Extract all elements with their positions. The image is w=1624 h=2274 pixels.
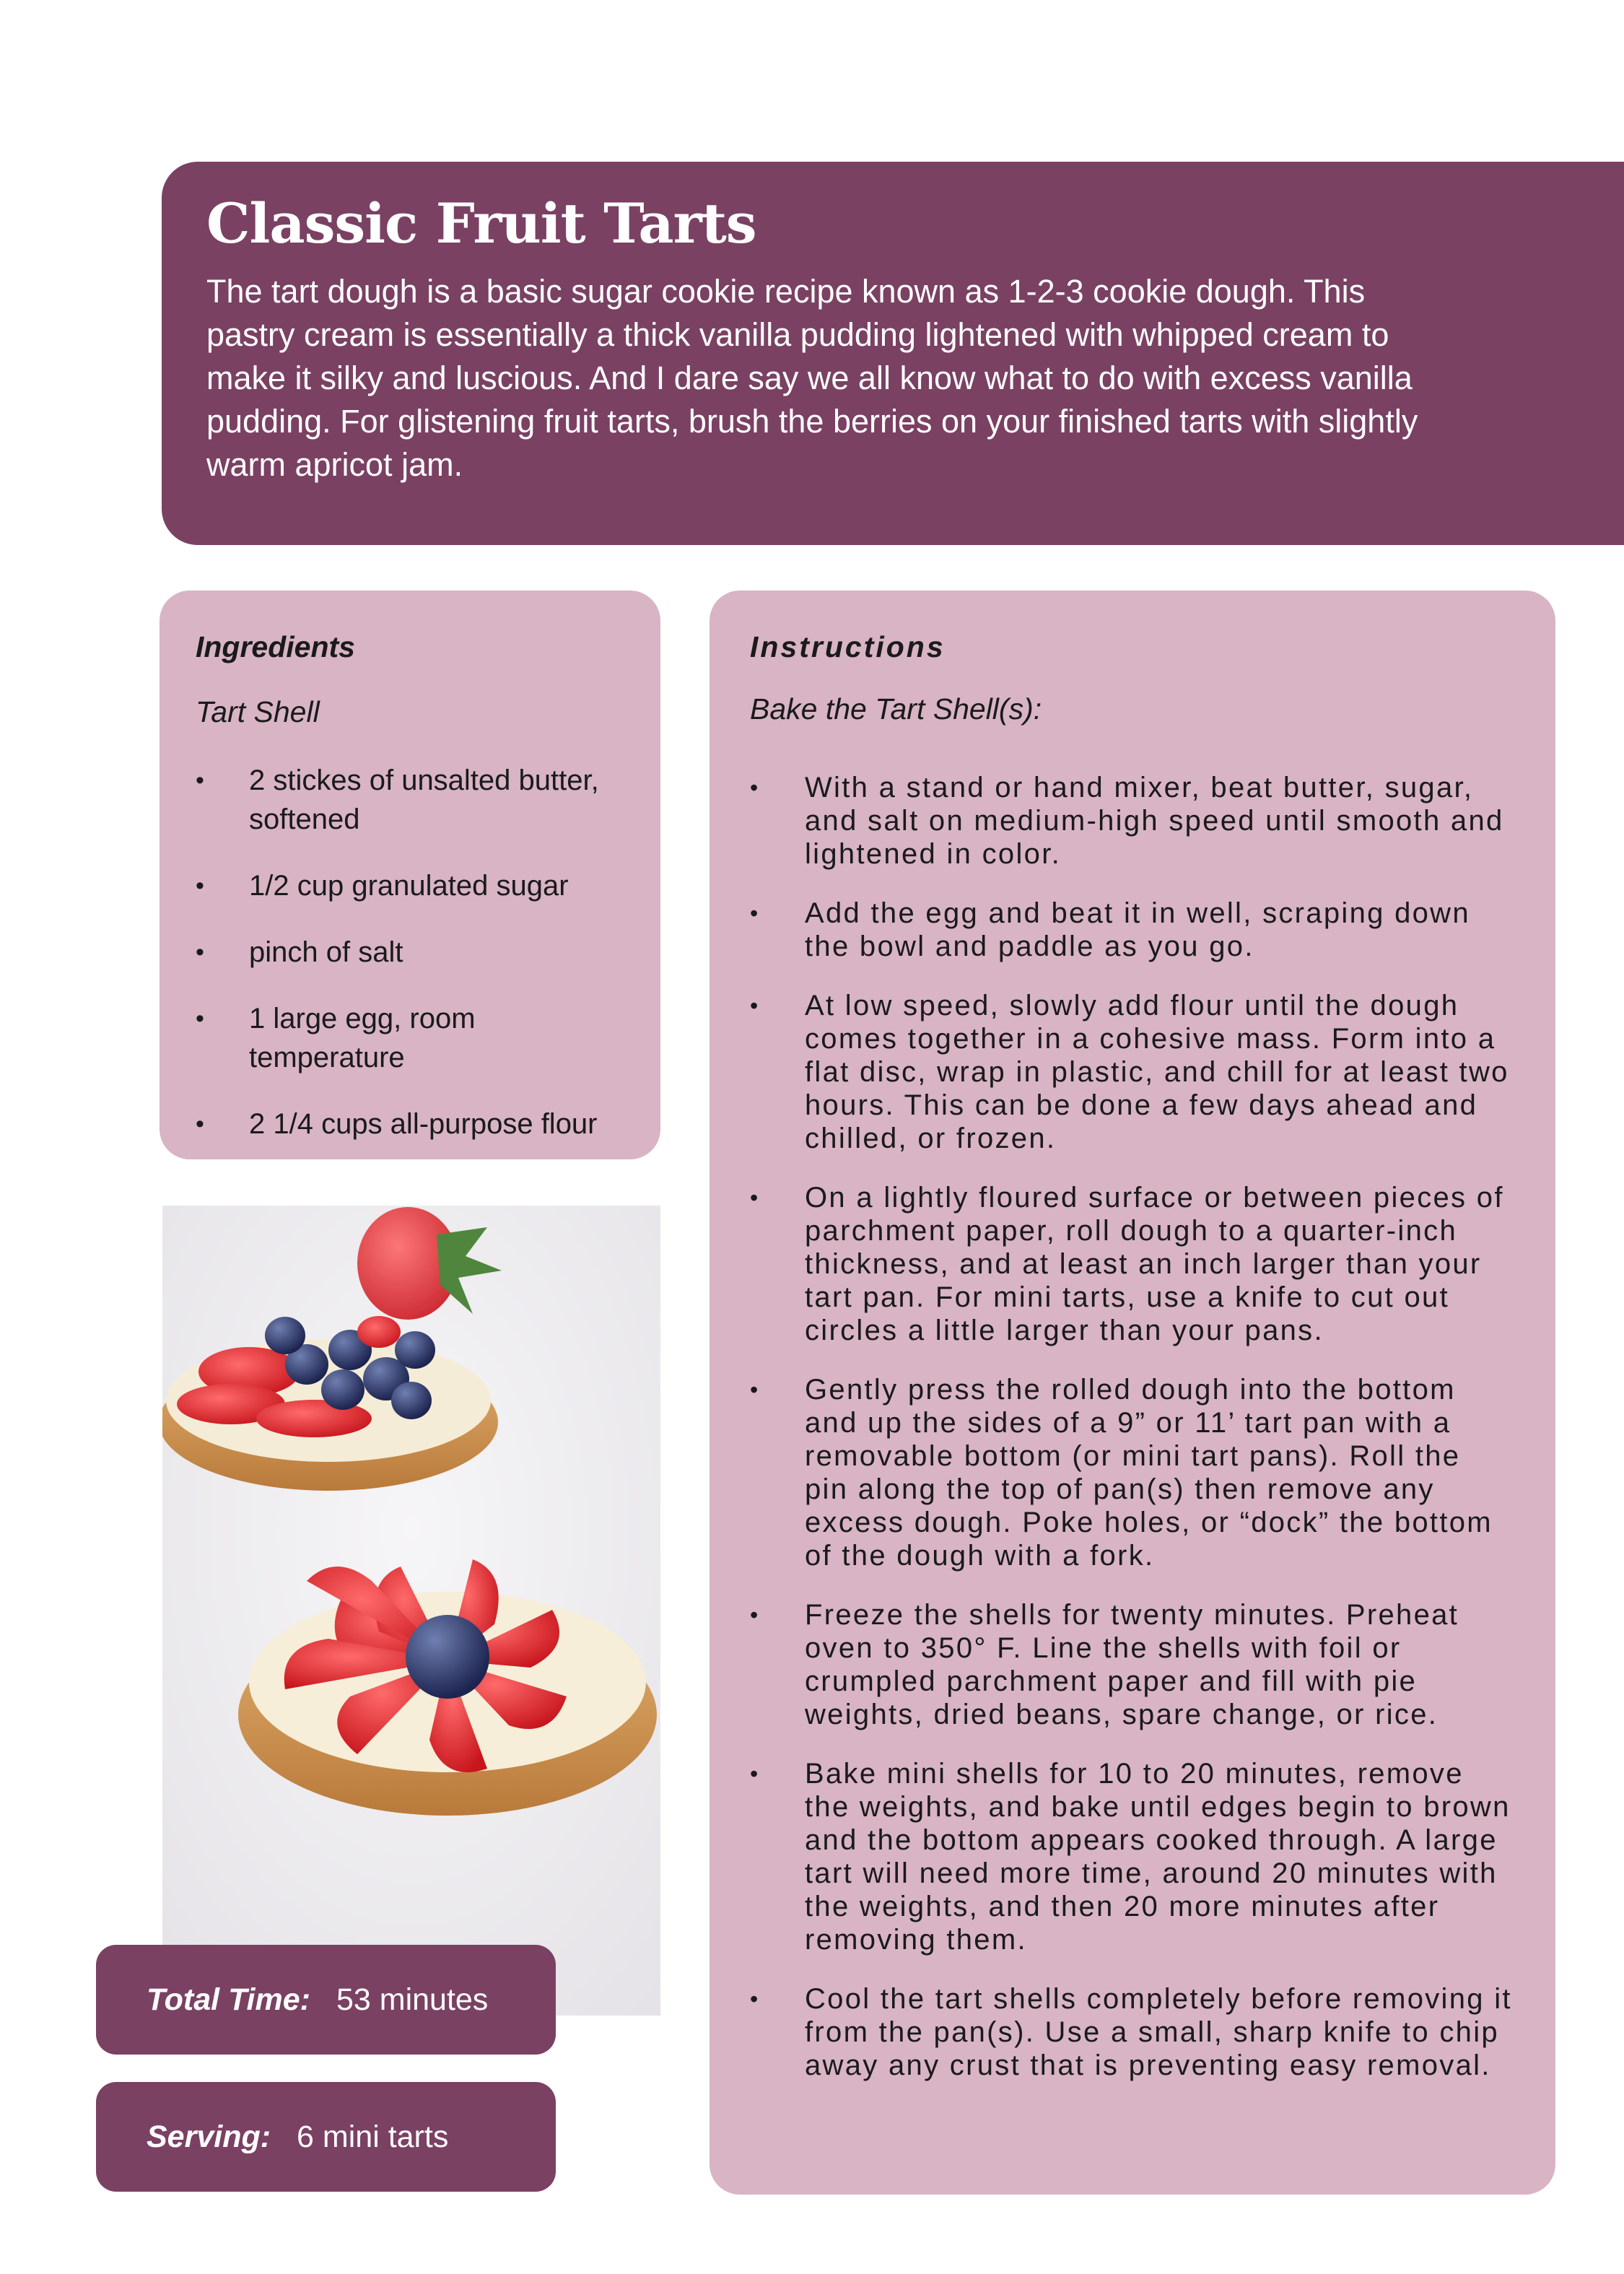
instructions-list (750, 771, 1512, 2082)
fruit-tart-illustration (162, 1206, 660, 2016)
total-time-label: Total Time: (147, 1982, 310, 2017)
bullet-icon: • (196, 767, 204, 794)
ingredients-subtitle: Tart Shell (196, 695, 320, 728)
step-text: With a stand or hand mixer, beat butter, sugar, and salt on medium-high speed until smooth and lightened in color. (805, 772, 1504, 870)
ingredient-text: 1/2 cup granulated sugar (249, 870, 569, 902)
list-item (750, 771, 1512, 871)
ingredient-text: 2 stickes of unsalted butter, softened (249, 764, 599, 835)
list-item (196, 933, 639, 972)
list-item (196, 866, 639, 905)
step-text: Cool the tart shells completely before removing it from the pan(s). Use a small, sharp knife to chip away any crust that is preventing easy removal. (805, 1983, 1512, 2081)
bullet-icon: • (750, 993, 760, 1019)
list-item (196, 999, 639, 1077)
header-banner (162, 162, 1624, 545)
list-item (750, 989, 1512, 1155)
total-time-value: 53 minutes (336, 1982, 489, 2017)
total-time-badge (96, 1945, 556, 2055)
list-item (196, 1105, 639, 1143)
bullet-icon: • (750, 900, 760, 926)
bullet-icon: • (196, 1110, 204, 1138)
step-text: At low speed, slowly add flour until the dough comes together in a cohesive mass. Form into a flat disc, wrap in plastic, and chill for at least two hours. This can be done a few days ahead and chilled, or frozen. (805, 990, 1509, 1154)
bullet-icon: • (750, 1761, 760, 1787)
step-text: Add the egg and beat it in well, scraping down the bowl and paddle as you go. (805, 897, 1470, 962)
bullet-icon: • (750, 775, 760, 801)
step-text: Gently press the rolled dough into the bottom and up the sides of a 9” or 11’ tart pan with a removable bottom (or mini tart pans). Roll the pin along the top of pan(s) then remove any excess dough. Poke holes, or “dock” the bottom of the dough with a fork. (805, 1374, 1493, 1572)
list-item (196, 761, 639, 839)
list-item (750, 1598, 1512, 1731)
ingredient-text: 1 large egg, room temperature (249, 1003, 476, 1073)
instructions-title: Instructions (750, 630, 946, 663)
bullet-icon: • (750, 1185, 760, 1211)
step-text: On a lightly floured surface or between pieces of parchment paper, roll dough to a quarter-inch thickness, and at least an inch larger than your tart pan. For mini tarts, use a knife to cut out circles a little larger than your pans. (805, 1182, 1504, 1346)
bullet-icon: • (750, 1377, 760, 1403)
ingredients-title: Ingredients (196, 630, 355, 663)
serving-badge (96, 2082, 556, 2192)
step-text: Freeze the shells for twenty minutes. Preheat oven to 350° F. Line the shells with foil or crumpled parchment paper and fill with pie weights, dried beans, spare change, or rice. (805, 1599, 1459, 1730)
bullet-icon: • (750, 1986, 760, 2012)
recipe-description: The tart dough is a basic sugar cookie recipe known as 1-2-3 cookie dough. This pastry cream is essentially a thick vanilla pudding lightened with whipped cream to make it silky and luscious. And I dare say we all know what to do with excess vanilla pudding. For glistening fruit tarts, brush the berries on your finished tarts with slightly warm apricot jam. (206, 273, 1418, 483)
serving-label: Serving: (147, 2119, 271, 2154)
list-item (750, 1982, 1512, 2082)
ingredient-text: 2 1/4 cups all-purpose flour (249, 1108, 598, 1140)
instructions-card (710, 591, 1555, 2195)
list-item (750, 897, 1512, 963)
bullet-icon: • (750, 1602, 760, 1628)
list-item (750, 1181, 1512, 1347)
bullet-icon: • (196, 938, 204, 966)
ingredients-list (196, 761, 639, 1143)
recipe-title: Classic Fruit Tarts (206, 191, 756, 256)
fruit-tart-photo (162, 1206, 660, 2016)
bullet-icon: • (196, 872, 204, 899)
bullet-icon: • (196, 1005, 204, 1032)
list-item (750, 1373, 1512, 1572)
ingredients-card (160, 591, 660, 1159)
step-text: Bake mini shells for 10 to 20 minutes, remove the weights, and bake until edges begin to brown and the bottom appears cooked through. A large tart will need more time, around 20 minutes with the weights, and then 20 more minutes after removing them. (805, 1758, 1511, 1956)
serving-value: 6 mini tarts (297, 2119, 449, 2154)
instructions-subtitle: Bake the Tart Shell(s): (750, 692, 1042, 726)
list-item (750, 1757, 1512, 1956)
ingredient-text: pinch of salt (249, 936, 403, 968)
